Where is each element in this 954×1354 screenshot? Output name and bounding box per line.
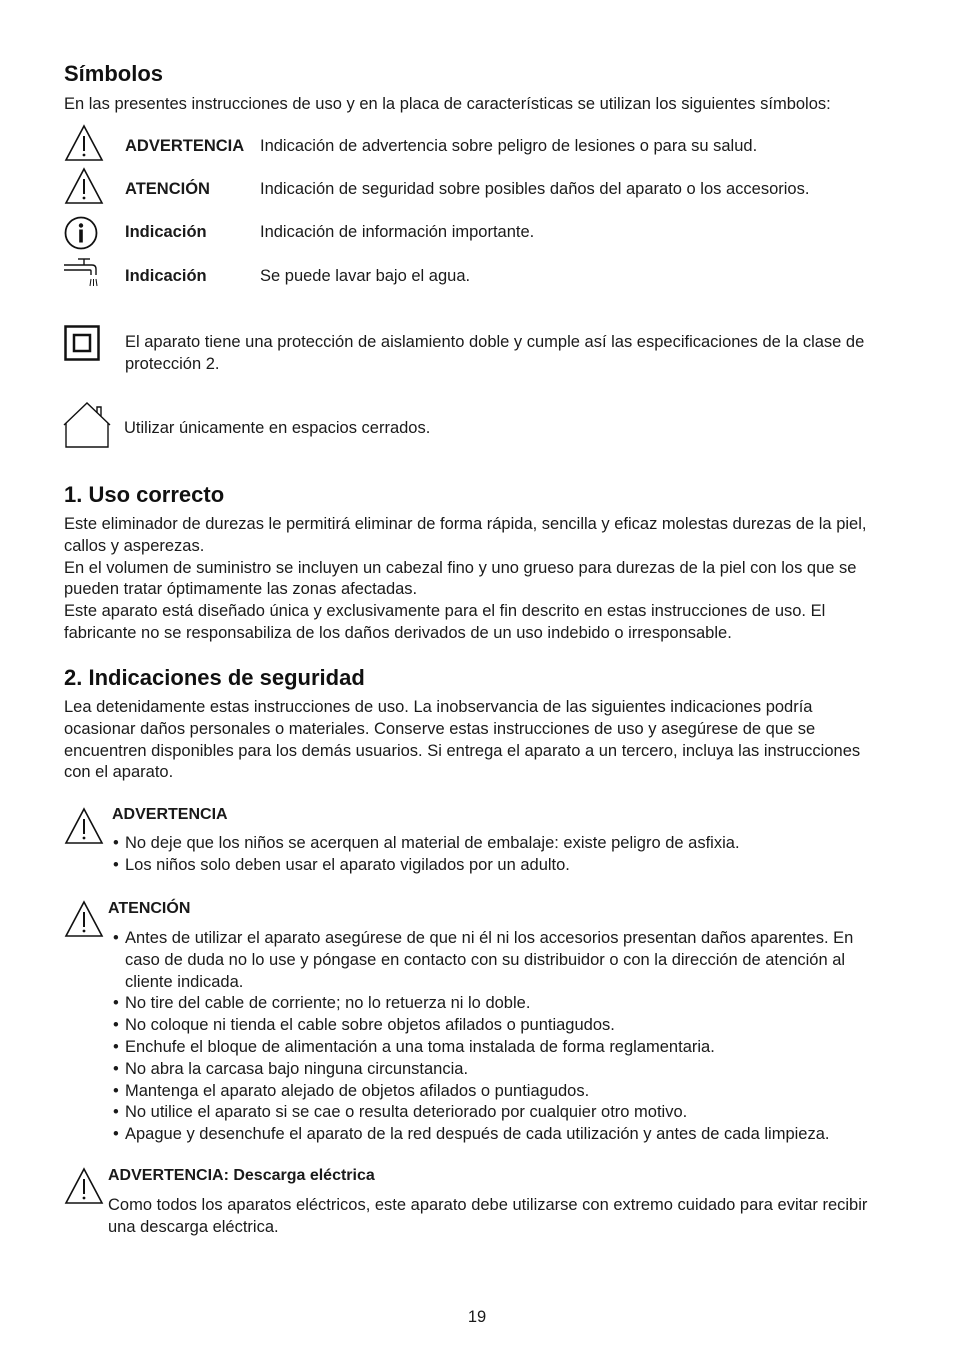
symbols-intro: En las presentes instrucciones de uso y en la placa de características se utilizan los siguientes símbolos:	[64, 95, 831, 113]
caution-list	[113, 928, 888, 1146]
list-item: • No utilice el aparato si se cae o resulta deteriorado por cualquier otro motivo.	[113, 1102, 888, 1124]
list-item: • Antes de utilizar el aparato asegúrese de que ni él ni los accesorios presentan daños aparentes. En caso de duda no lo use y póngase en contacto con su distribuidor o con la dirección de atención al cliente indicada.	[113, 928, 888, 993]
page-number: 19	[467, 1308, 487, 1326]
warning-triangle-icon	[64, 124, 104, 162]
symbol-label: ATENCIÓN	[125, 180, 210, 198]
double-insulation-icon	[64, 325, 100, 361]
shock-title: ADVERTENCIA: Descarga eléctrica	[108, 1167, 375, 1184]
warning-triangle-icon	[64, 1167, 104, 1205]
section1-paragraph: Este aparato está diseñado única y exclusivamente para el fin descrito en estas instrucciones de uso. El fabricante no se responsabiliza de los daños derivados de un uso indebido o irresponsable.	[64, 602, 826, 642]
caution-title: ATENCIÓN	[108, 900, 191, 917]
symbol-label: Indicación	[125, 267, 207, 285]
shock-text: Como todos los aparatos eléctricos, este aparato debe utilizarse con extremo cuidado para evitar recibir una descarga eléctrica.	[108, 1196, 868, 1236]
warning-triangle-icon	[64, 807, 104, 845]
section1-paragraph: Este eliminador de durezas le permitirá eliminar de forma rápida, sencilla y eficaz molestas durezas de la piel, callos y asperezas.	[64, 515, 867, 555]
list-item: • No coloque ni tienda el cable sobre objetos afilados o puntiagudos.	[113, 1015, 888, 1037]
house-icon	[63, 401, 111, 449]
symbol-desc: Indicación de información importante.	[260, 223, 535, 241]
list-item: • No tire del cable de corriente; no lo retuerza ni lo doble.	[113, 993, 888, 1015]
symbol-label: Indicación	[125, 223, 207, 241]
section1-heading: 1. Uso correcto	[64, 482, 225, 507]
class2-text: El aparato tiene una protección de aislamiento doble y cumple así las especificaciones de la clase de protección 2.	[125, 333, 865, 373]
section2-heading: 2. Indicaciones de seguridad	[64, 665, 365, 690]
list-item: • Mantenga el aparato alejado de objetos afilados o puntiagudos.	[113, 1081, 888, 1103]
symbol-desc: Indicación de advertencia sobre peligro de lesiones o para su salud.	[260, 137, 758, 155]
list-item: • No deje que los niños se acerquen al material de embalaje: existe peligro de asfixia.	[113, 833, 893, 855]
symbol-desc: Indicación de seguridad sobre posibles daños del aparato o los accesorios.	[260, 180, 810, 198]
list-item: • Apague y desenchufe el aparato de la red después de cada utilización y antes de cada limpieza.	[113, 1124, 888, 1146]
indoor-text: Utilizar únicamente en espacios cerrados.	[124, 419, 431, 437]
warning-triangle-icon	[64, 167, 104, 205]
section1-paragraph: En el volumen de suministro se incluyen un cabezal fino y uno grueso para durezas de la piel con los que se pueden tratar óptimamente las zonas afectadas.	[64, 558, 857, 599]
list-item: • Los niños solo deben usar el aparato vigilados por un adulto.	[113, 855, 893, 877]
symbol-label: ADVERTENCIA	[125, 137, 245, 155]
symbol-desc: Se puede lavar bajo el agua.	[260, 267, 471, 285]
warning-list	[113, 833, 893, 877]
symbols-heading: Símbolos	[64, 61, 164, 86]
warning-triangle-icon	[64, 900, 104, 938]
info-circle-icon	[64, 216, 98, 250]
water-tap-icon	[62, 257, 102, 289]
list-item: • No abra la carcasa bajo ninguna circunstancia.	[113, 1059, 888, 1081]
section1-body	[64, 514, 894, 645]
list-item: • Enchufe el bloque de alimentación a una toma instalada de forma reglamentaria.	[113, 1037, 888, 1059]
warning-title: ADVERTENCIA	[112, 806, 228, 823]
section2-intro: Lea detenidamente estas instrucciones de uso. La inobservancia de las siguientes indicaciones podría ocasionar daños personales o materiales. Conserve estas instrucciones de uso y asegúrese de que se encuentren disponibles para los demás usuarios. Si entrega el aparato a un tercero, incluya las instrucciones con el aparato.	[64, 698, 861, 782]
